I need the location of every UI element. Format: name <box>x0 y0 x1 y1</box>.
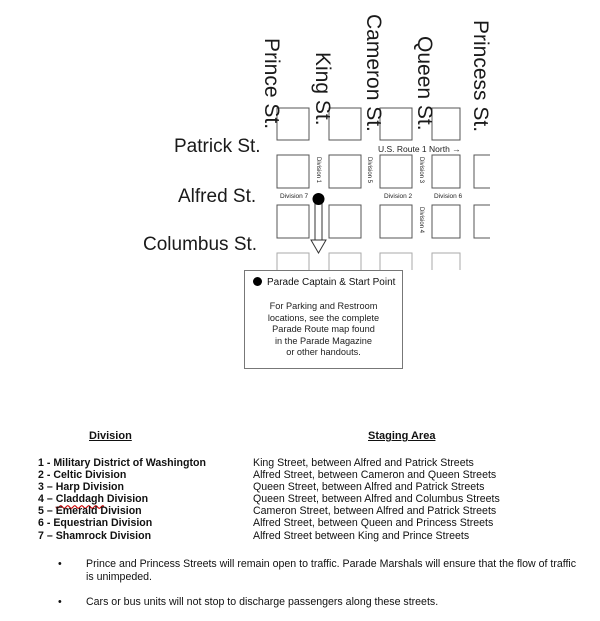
route-arrow-icon: → <box>452 144 461 154</box>
king-street-label: King St. <box>311 52 334 126</box>
block <box>380 155 412 188</box>
division-5-label: Division 5 <box>366 157 372 184</box>
block-edge <box>474 155 490 188</box>
block <box>432 205 460 238</box>
staging-area-row: Alfred Street, between Queen and Princess Streets <box>253 517 494 530</box>
queen-street-label: Queen St. <box>413 36 436 131</box>
division-row: 4 – Claddagh Division <box>38 493 149 506</box>
division-row: 2 - Celtic Division <box>38 469 127 482</box>
division-4-label: Division 4 <box>418 207 424 234</box>
prince-street-label: Prince St. <box>260 38 283 130</box>
staging-area-row: King Street, between Alfred and Patrick Streets <box>253 457 474 469</box>
block <box>432 108 460 140</box>
block <box>277 155 309 188</box>
division-row: 1 - Military District of Washington <box>38 457 206 469</box>
alfred-street-label: Alfred St. <box>178 186 257 207</box>
block <box>432 155 460 188</box>
block <box>277 205 309 238</box>
division-row: 6 - Equestrian Division <box>38 517 153 530</box>
staging-area-row: Queen Street, between Alfred and Patrick Streets <box>253 481 485 494</box>
staging-area-header: Staging Area <box>368 430 436 442</box>
parade-route-arrow <box>311 200 326 253</box>
block-edge <box>474 205 490 238</box>
division-row: 5 – Emerald Division <box>38 505 142 518</box>
division-header: Division <box>89 430 132 442</box>
block <box>329 155 361 188</box>
division-7-label: Division 7 <box>280 193 309 200</box>
note-text: Cars or bus units will not stop to discharge passengers along these streets. <box>86 596 439 608</box>
legend-start-point: Parade Captain & Start Point <box>253 277 395 288</box>
division-list <box>38 457 206 542</box>
bullet-icon: • <box>58 558 62 570</box>
staging-area-row: Cameron Street, between Alfred and Patrick Streets <box>253 505 497 518</box>
staging-area-row: Alfred Street between King and Prince Streets <box>253 529 470 542</box>
division-3-label: Division 3 <box>418 157 424 184</box>
division-2-label: Division 2 <box>384 193 413 200</box>
parade-start-point <box>313 193 325 205</box>
start-point-icon <box>253 277 262 286</box>
staging-area-row: Queen Street, between Alfred and Columbus Streets <box>253 493 500 506</box>
division-1-label: Division 1 <box>315 157 321 184</box>
map-legend-box <box>244 270 403 369</box>
princess-street-label: Princess St. <box>469 20 492 133</box>
note-text: Prince and Princess Streets will remain open to traffic. Parade Marshals will ensure that the flow of traffic is unimpeded. <box>86 558 577 583</box>
block <box>329 205 361 238</box>
division-6-label: Division 6 <box>434 193 463 200</box>
us-route-1-label: U.S. Route 1 North → <box>378 144 461 154</box>
columbus-street-label: Columbus St. <box>143 234 258 255</box>
staging-area-row: Alfred Street, between Cameron and Queen Streets <box>253 469 497 482</box>
patrick-street-label: Patrick St. <box>174 136 261 157</box>
bullet-icon: • <box>58 596 62 608</box>
parking-info-text: For Parking and Restroom locations, see the complete Parade Route map found in the Parade Magazine or other handouts. <box>267 301 380 358</box>
block <box>380 205 412 238</box>
cameron-street-label: Cameron St. <box>362 14 385 132</box>
division-row: 7 – Shamrock Division <box>38 529 152 542</box>
staging-area-list <box>253 457 500 542</box>
division-row: 3 – Harp Division <box>38 481 124 494</box>
